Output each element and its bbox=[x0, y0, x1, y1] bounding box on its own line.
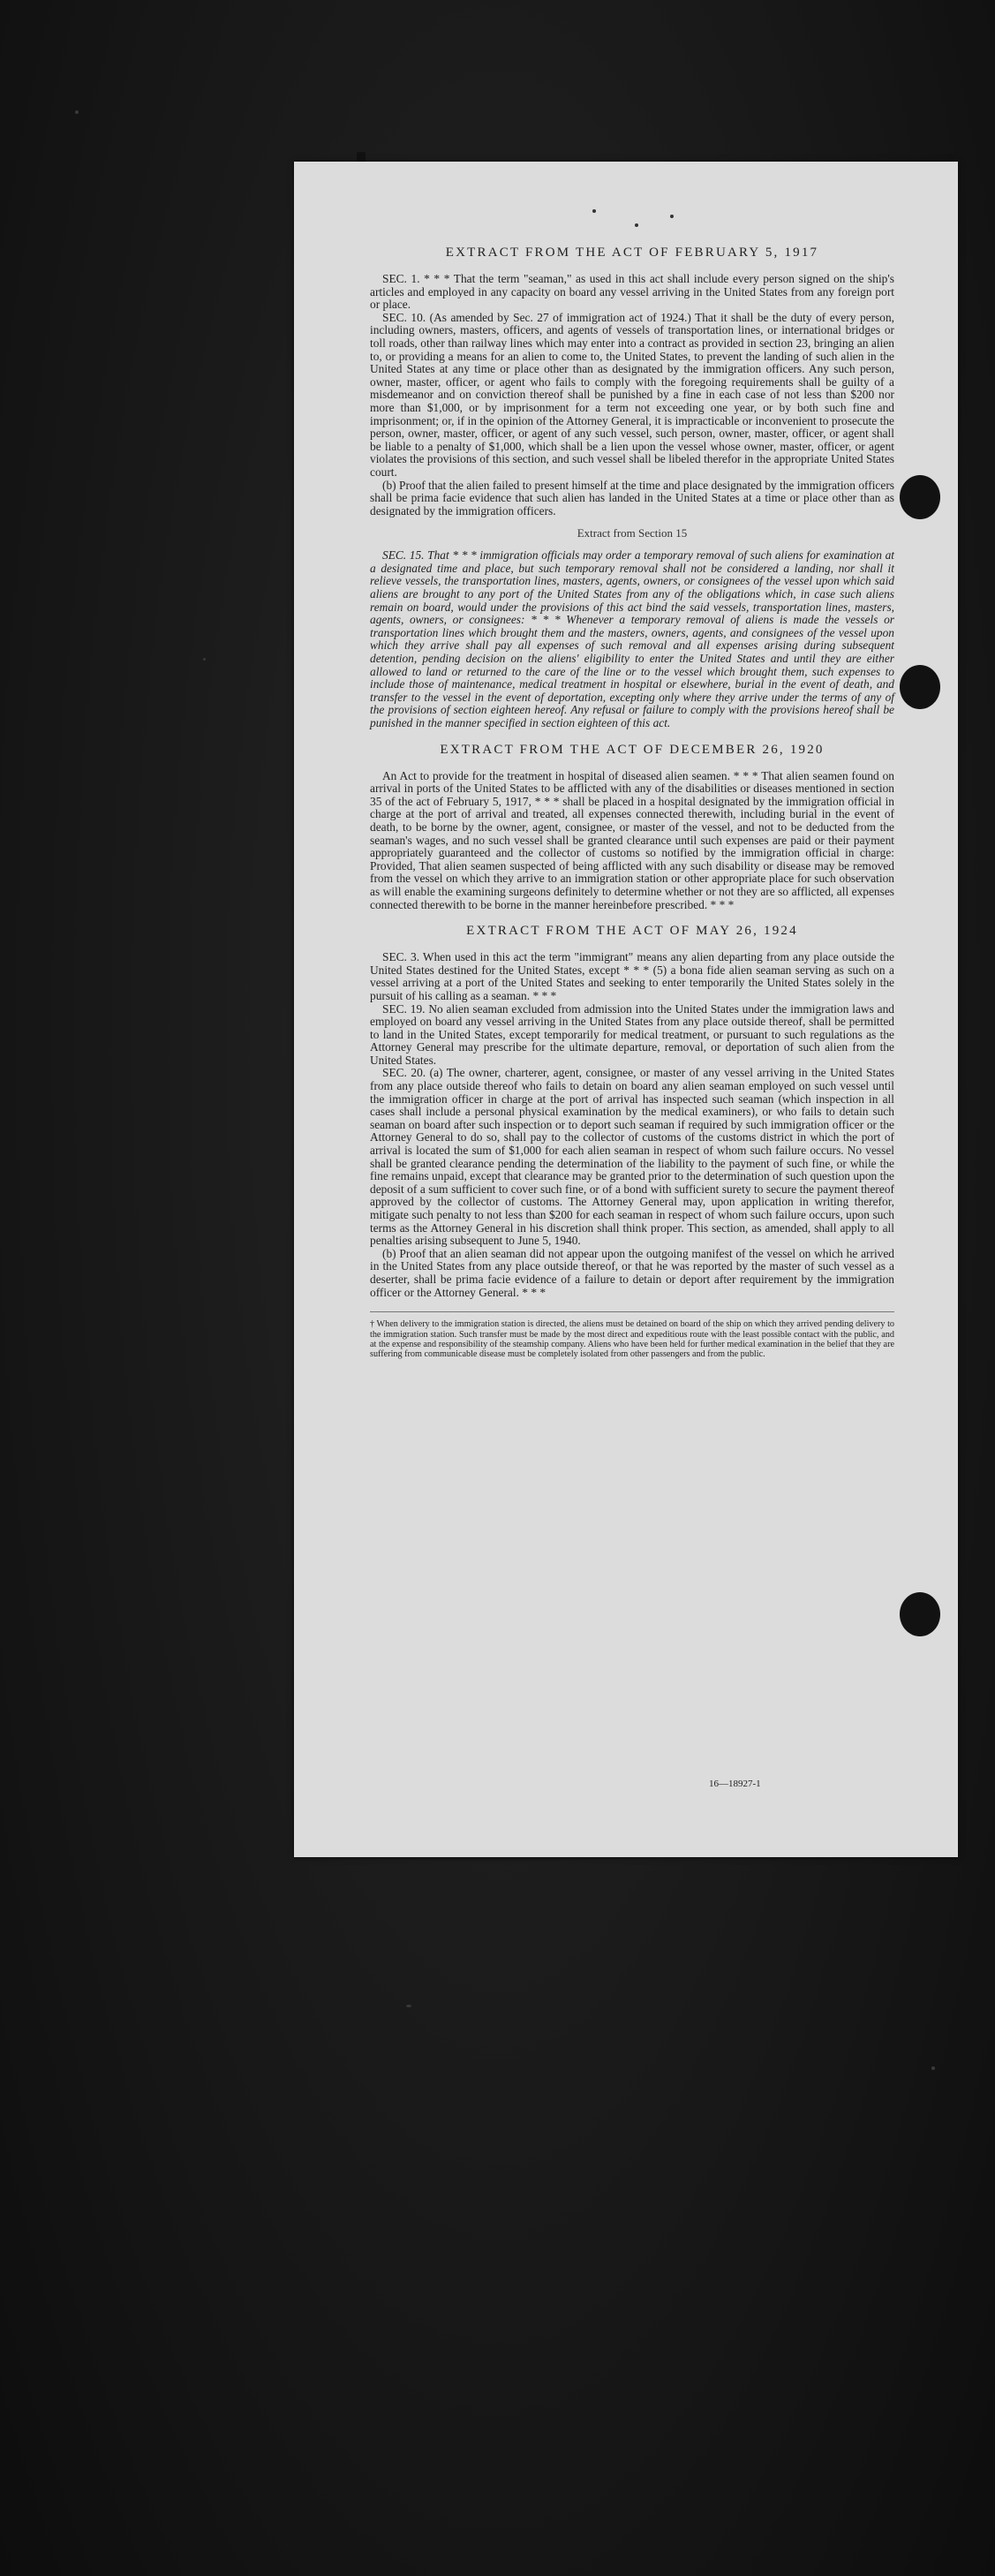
italic-paragraph: SEC. 15. That * * * immigration officials may order a temporary removal of such aliens for examination at a designated time and place, but such temporary removal shall not be considered a landing, nor shall it relieve vessels, the transportation lines, masters, agents, owners, or consignees of the vessel upon which said aliens are brought to any port of the United States from any of the obligations which, in case such aliens remain on board, would under the provisions of this act bind the said vessels, transportation lines, masters, agents, owners, or consignees: * * * Whenever a temporary removal of aliens is made the vessels or transportation lines which brought them and the masters, owners, agents, and consignees of the vessel upon which they arrive shall pay all expenses of such removal and all expenses arising during subsequent detention, pending decision on the aliens' eligibility to enter the United States and until they are either allowed to land or returned to the care of the line or to the vessel which brought them, such expenses to include those of maintenance, medical treatment in hospital or elsewhere, burial in the event of death, and transfer to the vessel in the event of deportation, excepting only where they arrive under the terms of any of the provisions of section eighteen hereof. Any refusal or failure to comply with the provisions hereof shall be punished in the manner specified in section eighteen of this act. bbox=[370, 548, 894, 729]
page-speck bbox=[670, 215, 674, 218]
footnote: † When delivery to the immigration station is directed, the aliens must be detained on board of the ship on which they arrived pending delivery to the immigration station. Such transfer must be made by the most direct and expeditious route with the least possible contact with the public, and at the expense and responsibility of the steamship company. Aliens who have been held for further medical examination in the belief that they are suffering from communicable disease must be completely isolated from other passengers and from the public. bbox=[370, 1319, 894, 1360]
page-speck bbox=[592, 209, 596, 213]
paragraph: (b) Proof that an alien seaman did not appear upon the outgoing manifest of the vessel on which he arrived in the United States from any place outside thereof, or that he was reported by the master of such vessel as a deserter, shall be prima facie evidence of a failure to detain or deport after requirement by the immigration officer or the Attorney General. * * * bbox=[370, 1246, 894, 1299]
film-speck bbox=[406, 2005, 411, 2007]
binder-hole bbox=[900, 475, 940, 519]
page-number: 16—18927-1 bbox=[709, 1779, 761, 1789]
paragraph: SEC. 1. * * * That the term "seaman," as used in this act shall include every person signed on the ship's articles and employed in any capacity on board any vessel arriving in the United States from any foreign port or place. bbox=[370, 272, 894, 312]
paragraph: An Act to provide for the treatment in hospital of diseased alien seamen. * * * That alien seamen found on arrival in ports of the United States to be afflicted with any of the disabilities or diseases mentioned in section 35 of the act of February 5, 1917, * * * shall be placed in a hospital designated by the immigration official in charge at the port of arrival and treated, all expenses connected therewith, including burial in the event of death, to be borne by the owner, agent, consignee, or master of the vessel, and not to be deducted from the seaman's wages, and no such vessel shall be granted clearance until such expenses are paid or their payment appropriately guaranteed and the collector of customs so notified by the immigration official in charge: Provided, That alien seamen suspected of being afflicted with any such disability or disease may be removed from the vessel on which they arrive to an immigration station or other appropriate place for such observation as will enable the examining surgeons definitely to determine whether or not they are so afflicted, all expenses connected therewith to be borne in the manner hereinbefore prescribed. * * * bbox=[370, 768, 894, 911]
section-heading: EXTRACT FROM THE ACT OF DECEMBER 26, 1920 bbox=[440, 742, 825, 757]
paragraph: SEC. 10. (As amended by Sec. 27 of immigration act of 1924.) That it shall be the duty of every person, including owners, masters, officers, and agents of vessels of transportation lines, or international bridges or toll roads, other than railway lines which may enter into a contract as provided in section 23, bringing an alien to, or providing a means for an alien to come to, the United States, to prevent the landing of such alien in the United States at any time or place other than as designated by the immigration officers. Any such person, owner, master, officer, or agent who fails to comply with the foregoing requirements shall be guilty of a misdemeanor and on conviction thereof shall be punished by a fine in each case of not less than $200 nor more than $1,000, or by imprisonment for a term not exceeding one year, or by both such fine and imprisonment; or, if in the opinion of the Attorney General, it is impracticable or inconvenient to prosecute the person, owner, master, officer, or agent of any such vessel, such person, owner, master, officer, or agent shall be liable to a penalty of $1,000, which shall be a lien upon the vessel whose owner, master, officer, or agent violates the provisions of this section, and such vessel shall be libeled therefor in the appropriate United States court. bbox=[370, 310, 894, 479]
paragraph: SEC. 20. (a) The owner, charterer, agent, consignee, or master of any vessel arriving in the United States from any place outside thereof who fails to detain on board any alien seaman employed on such vessel until the immigration officer in charge at the port of arrival has inspected such seaman (which inspection in all cases shall include a personal physical examination by the medical examiners), or who fails to detain such seaman on board after such inspection or to deport such seaman if required by such immigration officer or the Attorney General to do so, shall pay to the collector of customs of the customs district in which the port of arrival is located the sum of $1,000 for each alien seaman in respect of whom such failure occurs. No vessel shall be granted clearance pending the determination of the liability to the payment of such fine, or while the fine remains unpaid, except that clearance may be granted prior to the determination of such question upon the deposit of a sum sufficient to cover such fine, or of a bond with sufficient surety to secure the payment thereof approved by the collector of customs. The Attorney General may, upon application in writing therefor, mitigate such penalty to not less than $200 for each seaman in respect of whom such failure occurs, upon such terms as the Attorney General in his discretion shall think proper. This section, as amended, shall apply to all penalties arising subsequent to June 5, 1940. bbox=[370, 1066, 894, 1248]
section-heading: EXTRACT FROM THE ACT OF MAY 26, 1924 bbox=[466, 924, 798, 939]
page-speck bbox=[635, 223, 638, 227]
paragraph: (b) Proof that the alien failed to present himself at the time and place designated by the immigration officers shall be prima facie evidence that such alien has landed in the United States at a time or place other than as designated by the immigration officers. bbox=[370, 478, 894, 517]
film-speck bbox=[931, 2066, 935, 2070]
section-act-1924 bbox=[370, 924, 894, 1299]
document-page bbox=[294, 162, 958, 1857]
paragraph: SEC. 3. When used in this act the term "immigrant" means any alien departing from any place outside the United States destined for the United States, except * * * (5) a bona fide alien seaman serving as such on a vessel arriving at a port of the United States and seeking to enter temporarily the United States solely in the pursuit of his calling as a seaman. * * * bbox=[370, 950, 894, 1002]
binder-hole bbox=[900, 1592, 940, 1636]
section-act-1917 bbox=[370, 246, 894, 730]
section-heading: EXTRACT FROM THE ACT OF FEBRUARY 5, 1917 bbox=[445, 246, 819, 260]
paragraph: SEC. 19. No alien seaman excluded from admission into the United States under the immigration laws and employed on board any vessel arriving in the United States from any place outside thereof, shall be permitted to land in the United States, except temporarily for medical treatment, or pursuant to such regulations as the Attorney General may prescribe for the ultimate departure, removal, or deportation of such alien from the United States. bbox=[370, 1001, 894, 1067]
binder-hole bbox=[900, 665, 940, 709]
section-act-1920 bbox=[370, 743, 894, 912]
subheading: Extract from Section 15 bbox=[577, 526, 688, 540]
footnote-rule bbox=[370, 1311, 894, 1312]
film-speck bbox=[75, 110, 79, 114]
film-speck bbox=[203, 658, 206, 661]
